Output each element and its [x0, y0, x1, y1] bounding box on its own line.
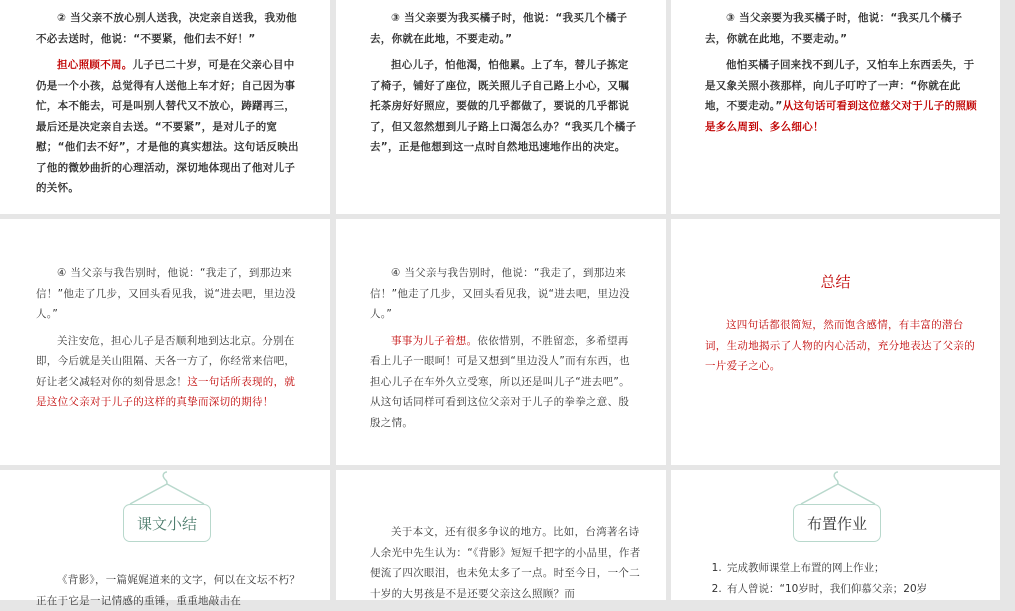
- slide-5-text: [370, 263, 638, 433]
- quote-3-oranges: ③ 当父亲要为我买橘子时，他说：“我买几个橘子去，你就在此地，不要走动。”: [370, 12, 628, 45]
- slide-6: [671, 219, 1000, 465]
- analysis-paragraph: [370, 331, 638, 434]
- highlight-red: 从这句话可看到这位慈父对于儿子的照顾是多么周到、多么细心！: [705, 100, 977, 133]
- slide-7-text: [36, 570, 304, 611]
- summary-paragraph: 《背影》，一篇娓娓道来的文字，何以在文坛不朽？正在于它是一记情感的重锤，重重地敲击在: [36, 574, 301, 607]
- analysis-body: 儿子已二十岁，可是在父亲心目中仍是一个小孩，总觉得有人送他上车才好；自己因为事忙，本不能去，可是叫别人替代又不放心，踌躇再三，最后还是决定亲自去送。“不要紧”，是对儿子的宽慰；“他们去不好”，才是他的真实想法。这句话反映出了他的微妙曲折的心理活动，深切地体现出了他对儿子的关怀。: [36, 59, 299, 194]
- summary-title: 总结: [820, 273, 851, 291]
- lesson-summary-sign: 课文小结: [123, 504, 211, 542]
- slide-7: [0, 470, 330, 607]
- quote-2-sending: ② 当父亲不放心别人送我，决定亲自送我，我劝他不必去送时，他说：“不要紧，他们去不好！”: [36, 12, 297, 45]
- summary-text: [705, 315, 977, 377]
- slide-2-text: [370, 8, 638, 158]
- quote-4-farewell: ④ 当父亲与我告别时，他说：“我走了，到那边来信！”他走了几步，又回头看见我，说“进去吧，里边没人。”: [36, 267, 296, 320]
- analysis-body: 依依惜别，不胜留恋，多希望再看上儿子一眼呵！可是又想到“里边没人”而有东西，也担心儿子在车外久立受寒，所以还是叫儿子“进去吧”。从这句话同样可看到这位父亲对于儿子的拳拳之意、殷殷之情。: [370, 334, 630, 429]
- analysis-paragraph: [36, 331, 304, 413]
- slide-5: [336, 219, 666, 465]
- analysis-body: 关注安危，担心儿子是否顺利地到达北京。分别在即，今后就是关山阻隔、天各一方了，你经常来信吧，好让老父减轻对你的刻骨思念！: [36, 334, 296, 388]
- slide-1: [0, 0, 330, 214]
- slide-8: [336, 470, 666, 600]
- quote-4-farewell: ④ 当父亲与我告别时，他说：“我走了，到那边来信！”他走了几步，又回头看见我，说“进去吧，里边没人。”: [370, 267, 630, 320]
- debate-paragraph: 关于本文，还有很多争议的地方。比如，台湾著名诗人余光中先生认为：“《背影》短短千把字的小品里，作者便流了四次眼泪，也未免太多了一点。时至今日，一个二十岁的大男孩是不是还要父亲这么照顾？而: [370, 526, 641, 600]
- slide-9: [671, 470, 1000, 600]
- analysis-paragraph: 担心儿子，怕他渴，怕他累。上了车，替儿子拣定了椅子，铺好了座位，既关照儿子自己路上小心，又嘱托茶房好好照应，要做的几乎都做了，要说的几乎都说了，但又忽然想到儿子路上口渴怎么办？“我买几个橘子去”，正是他想到这一点时自然地迅速地作出的决定。: [370, 59, 637, 153]
- slide-1-text: [36, 8, 304, 199]
- slide-8-text: [370, 522, 642, 604]
- homework-sign: 布置作业: [793, 504, 881, 542]
- analysis-paragraph: [36, 55, 304, 199]
- slide-4: [0, 219, 330, 465]
- analysis-paragraph: [705, 55, 977, 137]
- highlight-red: 事事为儿子着想。: [391, 334, 478, 347]
- homework-list: [699, 558, 1015, 599]
- homework-item: 1. 完成教师课堂上布置的网上作业；: [725, 558, 1015, 579]
- slide-3-text: [705, 8, 977, 137]
- slide-3: [671, 0, 1000, 214]
- quote-3-oranges: ③ 当父亲要为我买橘子时，他说：“我买几个橘子去，你就在此地，不要走动。”: [705, 12, 963, 45]
- analysis-body: 他怕买橘子回来找不到儿子，又怕车上东西丢失，于是又象关照小孩那样，向儿子叮咛了一声：“你就在此地，不要走动。”: [705, 59, 975, 112]
- highlight-red: 担心照顾不周。: [57, 59, 133, 71]
- hanger-icon: [791, 470, 885, 506]
- summary-paragraph: 这四句话都很简短，然而饱含感情，有丰富的潜台词，生动地揭示了人物的内心活动，充分地表达了父亲的一片爱子之心。: [705, 319, 975, 372]
- slide-2: [336, 0, 666, 214]
- slide-4-text: [36, 263, 304, 413]
- hanger-icon: [120, 470, 214, 506]
- homework-item: 2. 有人曾说：“10岁时，我们仰慕父亲；20岁: [725, 579, 1015, 600]
- highlight-red: 这一句话所表现的，就是这位父亲对于儿子的这样的真挚而深切的期待！: [36, 375, 296, 408]
